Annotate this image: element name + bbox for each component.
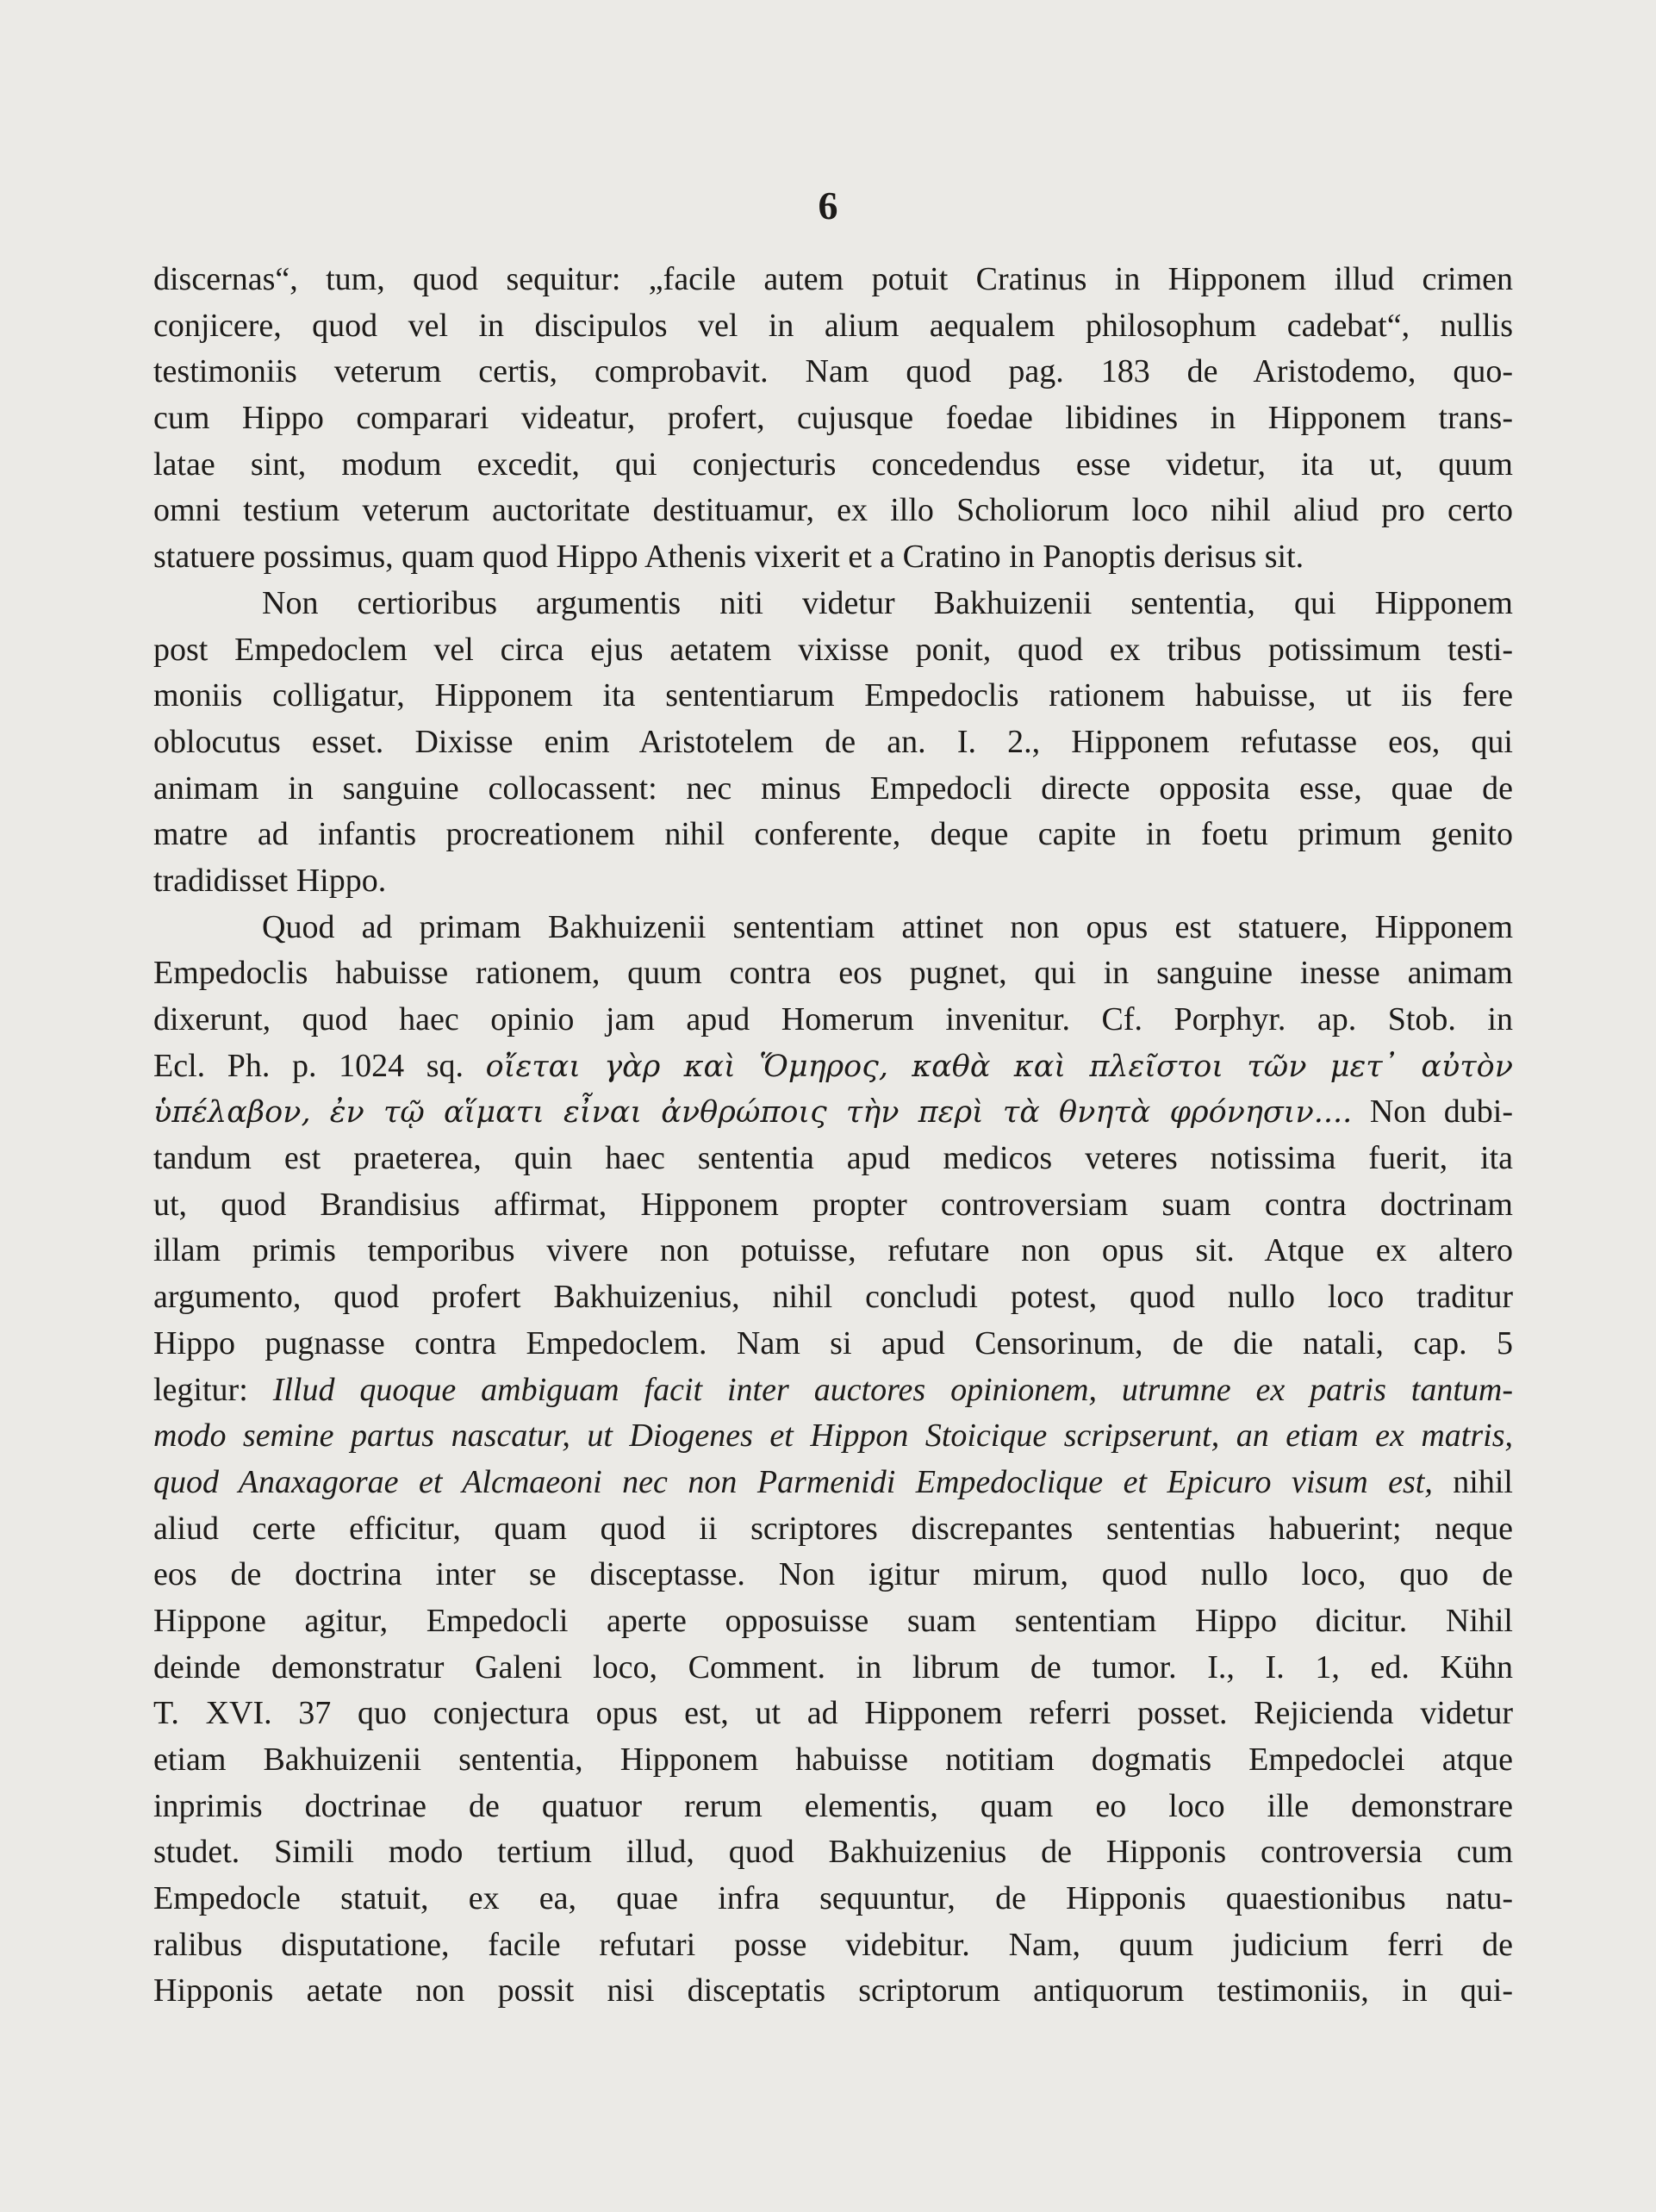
text-line [153,1136,1513,1182]
line-text: T. XVI. 37 quo conjectura opus est, ut ad Hipponem referri posset. Rejicienda videtur [153,1695,1513,1732]
line-text: illam primis temporibus vivere non potuisse, refutare non opus sit. Atque ex altero [153,1232,1513,1269]
text-line [153,1784,1513,1830]
line-text: statuere possimus, quam quod Hippo Athenis vixerit et a Cratino in Panoptis derisus sit. [153,539,1304,576]
text-line [153,1182,1513,1229]
text-line [153,534,1513,581]
text-line [153,442,1513,489]
text-line [153,257,1513,303]
body-text [153,257,1513,2015]
line-text: Hipponis aetate non possit nisi disceptatis scriptorum antiquorum testimoniis, in qui- [153,1972,1513,2009]
line-text: ut, quod Brandisius affirmat, Hipponem propter controversiam suam contra doctrinam [153,1186,1513,1223]
text-line [153,1691,1513,1737]
line-text: discernas“, tum, quod sequitur: „facile autem potuit Cratinus in Hipponem illud crimen [153,261,1513,297]
line-text: nihil [1432,1463,1513,1500]
line-text: eos de doctrina inter se disceptasse. Non igitur mirum, quod nullo loco, quo de [153,1556,1513,1593]
line-text: cum Hippo comparari videatur, profert, cujusque foedae libidines in Hipponem trans- [153,400,1513,437]
line-text: studet. Simili modo tertium illud, quod Bakhuizenius de Hipponis controversia cum [153,1834,1513,1871]
text-line [153,766,1513,813]
line-text: oblocutus esset. Dixisse enim Aristotelem de an. I. 2., Hipponem refutasse eos, qui [153,723,1513,760]
text-line [153,396,1513,442]
italic-quote: quod Anaxagorae et Alcmaeoni nec non Parmenidi Empedoclique et Epicuro visum est, [153,1463,1433,1500]
text-line [153,1274,1513,1321]
line-text: deinde demonstratur Galeni loco, Comment. in librum de tumor. I., I. 1, ed. Kühn [153,1648,1513,1685]
text-line [153,720,1513,766]
line-text: moniis colligatur, Hipponem ita sententiarum Empedoclis rationem habuisse, ut iis fere [153,677,1513,714]
text-line [153,997,1513,1044]
line-text: tradidisset Hippo. [153,862,387,899]
line-text: animam in sanguine collocassent: nec minus Empedocli directe opposita esse, quae de [153,770,1513,807]
text-line [153,1506,1513,1553]
text-line [153,1922,1513,1969]
line-text: inprimis doctrinae de quatuor rerum elementis, quam eo loco ille demonstrare [153,1787,1513,1824]
text-line [153,1876,1513,1922]
text-line [153,858,1513,905]
text-line [153,1413,1513,1460]
text-line [153,673,1513,720]
text-line [153,627,1513,674]
text-line [153,812,1513,858]
text-line [153,349,1513,396]
line-text: omni testium veterum auctoritate destituamur, ex illo Scholiorum loco nihil aliud pro certo [153,492,1513,529]
text-line [153,1368,1513,1414]
page-number: 6 [818,184,838,227]
line-text: matre ad infantis procreationem nihil conferente, deque capite in foetu primum genito [153,816,1513,853]
line-text: legitur: [153,1371,273,1408]
greek-quote: ὑπέλαβον, ἐν τῷ αἵματι εἶναι ἀνθρώποις τὴν περὶ τὰ θνητὰ φρόνησιν.... [153,1095,1353,1131]
line-text: aliud certe efficitur, quam quod ii scriptores discrepantes sententias habuerint; neque [153,1510,1513,1547]
line-text: conjicere, quod vel in discipulos vel in alium aequalem philosophum cadebat“, nullis [153,307,1513,344]
line-text: post Empedoclem vel circa ejus aetatem vixisse ponit, quod ex tribus potissimum testi- [153,631,1513,668]
text-line [153,1228,1513,1274]
greek-quote: οἴεται γὰρ καὶ Ὅμηρος, καθὰ καὶ πλεῖστοι τῶν μετ᾽ αὐτὸν [485,1049,1513,1084]
line-text: Ecl. Ph. p. 1024 sq. [153,1047,486,1084]
line-text: argumento, quod profert Bakhuizenius, nihil concludi potest, quod nullo loco traditur [153,1279,1513,1316]
text-line [153,905,1513,951]
text-line [153,1645,1513,1692]
line-text: Empedoclis habuisse rationem, quum contra eos pugnet, qui in sanguine inesse animam [153,955,1513,992]
line-text: Hippone agitur, Empedocli aperte opposuisse suam sententiam Hippo dicitur. Nihil [153,1602,1513,1639]
line-text: ralibus disputatione, facile refutari posse videbitur. Nam, quum judicium ferri de [153,1926,1513,1963]
line-text: testimoniis veterum certis, comprobavit. Nam quod pag. 183 de Aristodemo, quo- [153,353,1513,390]
line-text: Quod ad primam Bakhuizenii sententiam attinet non opus est statuere, Hipponem [262,908,1513,945]
text-line [153,1737,1513,1784]
line-text: Non dubi- [1352,1094,1513,1131]
line-text: Empedocle statuit, ex ea, quae infra sequuntur, de Hipponis quaestionibus natu- [153,1880,1513,1917]
line-text: etiam Bakhuizenii sententia, Hipponem habuisse notitiam dogmatis Empedoclei atque [153,1742,1513,1778]
text-line [153,1829,1513,1876]
text-line [153,1598,1513,1645]
line-text: Non certioribus argumentis niti videtur Bakhuizenii sententia, qui Hipponem [262,584,1513,621]
italic-quote: modo semine partus nascatur, ut Diogenes et Hippon Stoicique scripserunt, an etiam ex matris, [153,1418,1513,1455]
italic-quote: Illud quoque ambiguam facit inter auctores opinionem, utrumne ex patris tantum- [272,1371,1513,1408]
line-text: latae sint, modum excedit, qui conjecturis concedendus esse videtur, ita ut, quum [153,446,1513,483]
text-line [153,1321,1513,1368]
line-text: dixerunt, quod haec opinio jam apud Homerum invenitur. Cf. Porphyr. ap. Stob. in [153,1001,1513,1037]
line-text: tandum est praeterea, quin haec sententia apud medicos veteres notissima fuerit, ita [153,1140,1513,1177]
text-line [153,1044,1513,1090]
text-line [153,1552,1513,1598]
text-line [153,581,1513,627]
text-line [153,1089,1513,1136]
text-line [153,1460,1513,1506]
text-line [153,488,1513,534]
line-text: Hippo pugnasse contra Empedoclem. Nam si apud Censorinum, de die natali, cap. 5 [153,1324,1513,1361]
text-line [153,950,1513,997]
text-line [153,303,1513,350]
text-line [153,1968,1513,2015]
